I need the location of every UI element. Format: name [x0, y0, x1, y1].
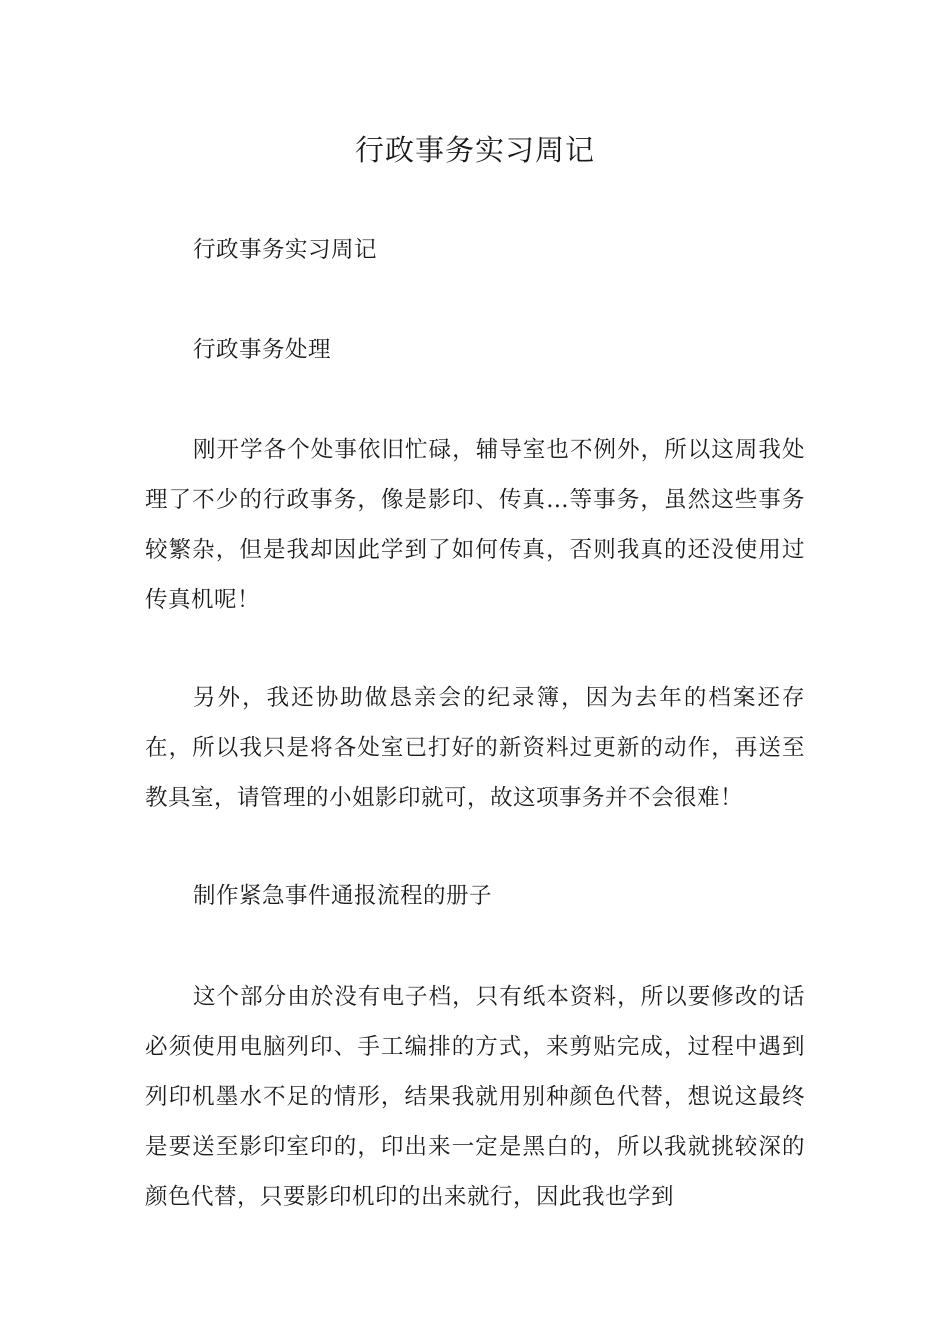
paragraph-body: 刚开学各个处事依旧忙碌，辅导室也不例外，所以这周我处理了不少的行政事务，像是影印、传真…等事务，虽然这些事务较繁杂，但是我却因此学到了如何传真，否则我真的还没使用过传真机呢！ [145, 437, 805, 613]
paragraph-section-heading: 行政事务处理 [193, 337, 332, 363]
paragraph-section-heading: 制作紧急事件通报流程的册子 [193, 883, 493, 909]
paragraph-body: 这个部分由於没有电子档，只有纸本资料，所以要修改的话必须使用电脑列印、手工编排的方式，来剪贴完成，过程中遇到列印机墨水不足的情形，结果我就用别种颜色代替，想说这最终是要送至影印室印的，印出来一定是黑白的，所以我就挑较深的颜色代替，只要影印机印的出来就行，因此我也学到 [145, 984, 805, 1210]
paragraph-body: 另外，我还协助做恳亲会的纪录簿，因为去年的档案还存在，所以我只是将各处室已打好的新资料过更新的动作，再送至教具室，请管理的小姐影印就可，故这项事务并不会很难！ [145, 685, 805, 811]
document-title: 行政事务实习周记 [354, 133, 595, 167]
paragraph-subtitle: 行政事务实习周记 [193, 237, 378, 263]
